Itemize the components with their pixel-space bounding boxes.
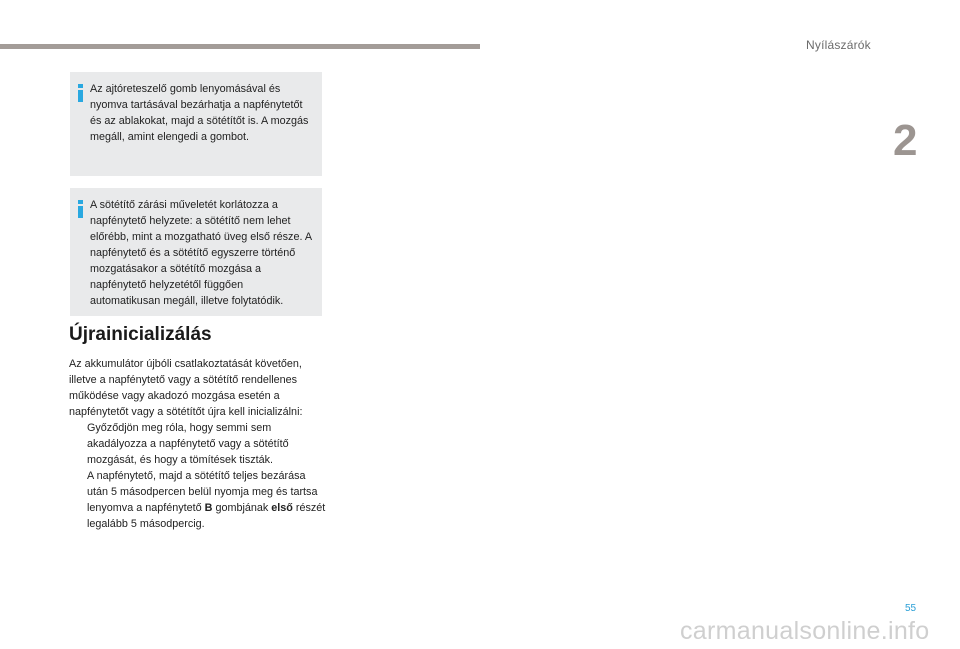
section-title: Nyílászárók (806, 38, 871, 52)
chapter-number: 2 (893, 116, 918, 165)
list-item-text: részét legalább 5 másodpercig. (87, 502, 326, 530)
section-heading: Újrainicializálás (69, 324, 212, 345)
watermark: carmanualsonline.info (680, 617, 930, 645)
emphasis-first: első (271, 502, 293, 514)
instruction-list (69, 420, 327, 532)
info-note (70, 188, 322, 316)
section-body (69, 356, 327, 532)
info-icon (78, 200, 83, 218)
note-text: Az ajtóreteszelő gomb lenyomásával és nyomva tartásával bezárhatja a napfénytetőt és az ablakokat, majd a sötétítőt is. A mozgás megáll, amint elengedi a gombot. (90, 83, 309, 143)
page-number: 55 (905, 603, 917, 614)
info-icon (78, 84, 83, 102)
button-label-b: B (204, 502, 213, 514)
top-divider (0, 44, 480, 49)
list-item-text: gombjának (212, 502, 272, 514)
info-note (70, 72, 322, 176)
list-item (69, 468, 327, 532)
note-text: A sötétítő zárási műveletét korlátozza a napfénytető helyzete: a sötétítő nem lehet előrébb, mint a mozgatható üveg első része. A napfénytető és a sötétítő egyszerre történő mozgatásakor a sötétítő mozgása a napfénytető helyzetétől függően automatikusan megáll, illetve folytatódik. (90, 199, 312, 307)
list-item-text: Győződjön meg róla, hogy semmi sem akadályozza a napfénytető vagy a sötétítő mozgását, és hogy a tömítések tiszták. (87, 422, 289, 466)
list-item (69, 420, 327, 468)
list-item-text: A napfénytető, majd a sötétítő teljes bezárása után 5 másodpercen belül nyomja meg és tartsa lenyomva a napfénytető (87, 470, 318, 514)
intro-paragraph: Az akkumulátor újbóli csatlakoztatását követően, illetve a napfénytető vagy a sötétítő rendellenes működése vagy akadozó mozgása esetén a napfénytetőt vagy a sötétítőt újra kell inicializálni: (69, 358, 303, 418)
